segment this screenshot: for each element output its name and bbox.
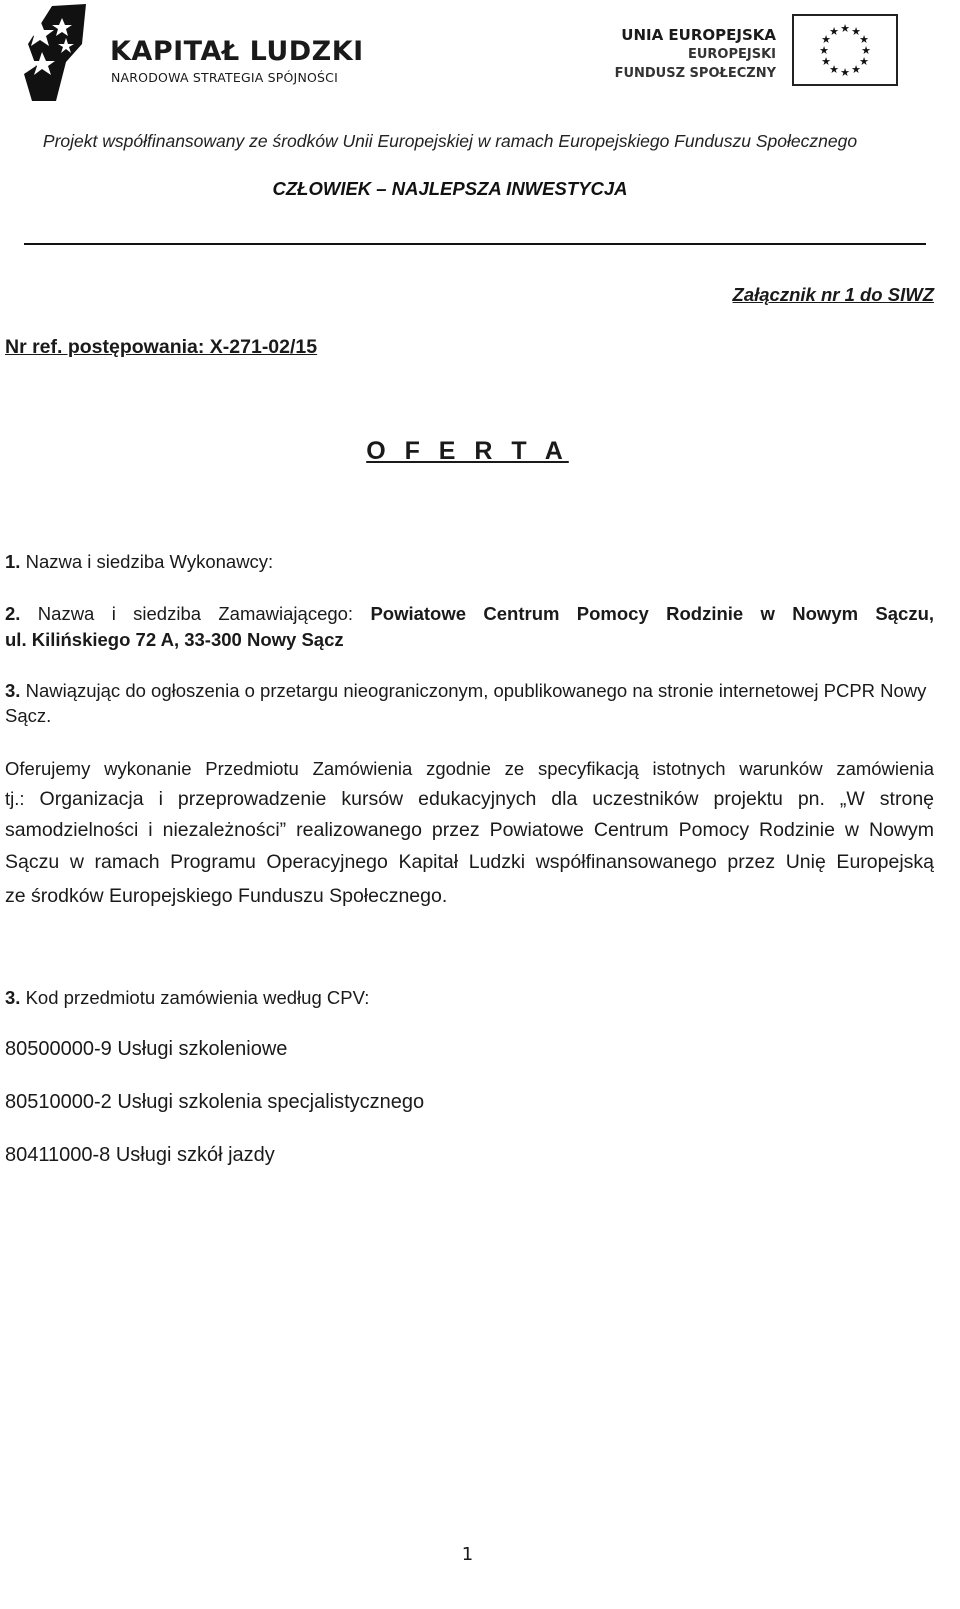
page-number: 1: [461, 1544, 474, 1565]
item-2-number: 2.: [5, 603, 21, 624]
svg-text:★: ★: [829, 25, 839, 38]
offer-title: O F E R T A: [366, 437, 569, 465]
offer-text-line-3: samodzielności i niezależności” realizowanego przez Powiatowe Centrum Pomocy Rodzinie w Nowym: [5, 819, 934, 841]
annex-label: Załącznik nr 1 do SIWZ: [732, 284, 934, 305]
offer-text-line-1: Oferujemy wykonanie Przedmiotu Zamówienia zgodnie ze specyfikacją istotnych warunków zamówienia: [5, 758, 934, 779]
project-cofinancing-line: Projekt współfinansowany ze środków Unii Europejskiej w ramach Europejskiego Funduszu Społecznego: [42, 131, 858, 151]
item-2-value: Powiatowe Centrum Pomocy Rodzinie w Nowym Sączu,: [370, 603, 935, 624]
eu-line-1: UNIA EUROPEJSKA: [621, 26, 776, 44]
cpv-code-3: 80411000-8 Usługi szkół jazdy: [5, 1144, 275, 1166]
item-2-label: Nazwa i siedziba Zamawiającego:: [37, 603, 354, 624]
item-1-text: Nazwa i siedziba Wykonawcy:: [25, 551, 274, 572]
svg-text:★: ★: [821, 55, 831, 68]
eu-line-2: EUROPEJSKI: [687, 47, 776, 62]
svg-text:★: ★: [819, 44, 829, 57]
svg-text:★: ★: [859, 55, 869, 68]
reference-number: Nr ref. postępowania: X-271-02/15: [5, 336, 318, 358]
offer-text-tj: tj.:: [5, 788, 25, 809]
item-3a-text: Nawiązując do ogłoszenia o przetargu nieograniczonym, opublikowanego na stronie internetowej PCPR Nowy: [25, 680, 927, 701]
offer-text-line-4: Sączu w ramach Programu Operacyjnego Kapitał Ludzki współfinansowanego przez Unię Europejską: [5, 851, 934, 873]
eu-stars-icon: [794, 16, 896, 84]
item-3a-line-2: Sącz.: [5, 705, 52, 726]
kapital-ludzki-subtitle: NARODOWA STRATEGIA SPÓJNOŚCI: [111, 70, 338, 85]
header-divider: [24, 243, 926, 245]
cpv-code-1: 80500000-9 Usługi szkoleniowe: [5, 1038, 288, 1060]
item-2-line-1: [5, 601, 934, 626]
item-3b: [5, 985, 934, 1010]
item-1-number: 1.: [5, 551, 21, 572]
svg-text:★: ★: [840, 66, 850, 79]
svg-text:★: ★: [851, 63, 861, 76]
svg-text:★: ★: [840, 22, 850, 35]
slogan: CZŁOWIEK – NAJLEPSZA INWESTYCJA: [272, 178, 628, 199]
offer-text-subject: Organizacja i przeprowadzenie kursów edukacyjnych dla uczestników projektu pn. „W stronę: [39, 788, 935, 810]
item-3b-number: 3.: [5, 987, 21, 1008]
svg-text:★: ★: [851, 25, 861, 38]
item-3a-line-1: [5, 678, 934, 703]
eu-logo-text: [615, 26, 776, 83]
eu-logo: [614, 14, 898, 90]
svg-text:★: ★: [859, 33, 869, 46]
item-1: [5, 549, 934, 574]
offer-text-line-5: ze środków Europejskiego Funduszu Społecznego.: [5, 885, 448, 907]
eu-line-3: FUNDUSZ SPOŁECZNY: [614, 66, 776, 81]
kapital-ludzki-title: KAPITAŁ LUDZKI: [110, 36, 364, 67]
svg-text:★: ★: [829, 63, 839, 76]
kapital-ludzki-mark-icon: [22, 4, 92, 104]
svg-text:★: ★: [861, 44, 871, 57]
offer-text-line-2: [5, 786, 934, 812]
svg-text:★: ★: [821, 33, 831, 46]
eu-flag-icon: [792, 14, 898, 86]
item-3b-text: Kod przedmiotu zamówienia według CPV:: [25, 987, 370, 1008]
kapital-ludzki-logo: [22, 4, 364, 104]
item-3a-number: 3.: [5, 680, 21, 701]
item-2-line-2: ul. Kilińskiego 72 A, 33-300 Nowy Sącz: [5, 629, 344, 650]
cpv-code-2: 80510000-2 Usługi szkolenia specjalistycznego: [5, 1091, 425, 1113]
